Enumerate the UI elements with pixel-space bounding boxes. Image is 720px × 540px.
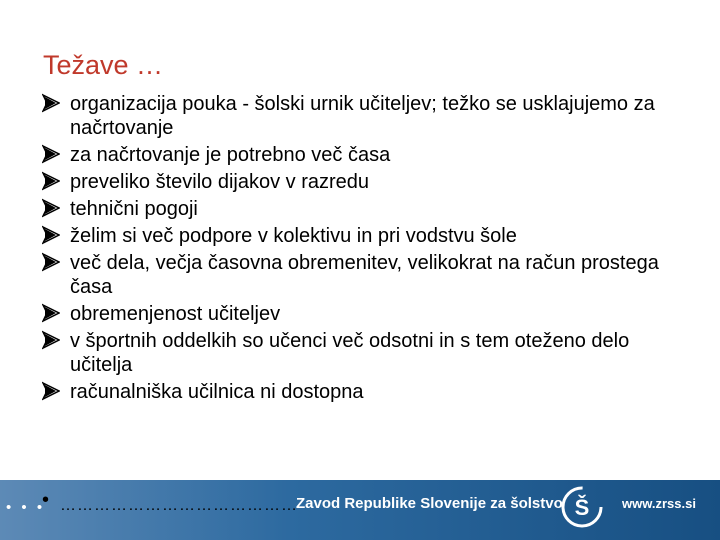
bullet-text: želim si več podpore v kolektivu in pri vodstvu šole <box>70 225 517 247</box>
logo-letter: Š <box>574 495 590 520</box>
arrow-bullet-icon <box>42 381 60 401</box>
bullet-text: organizacija pouka - šolski urnik učiteljev; težko se usklajujemo za načrtovanje <box>70 93 655 139</box>
footer-bar <box>0 480 720 540</box>
bullet-item <box>42 224 692 248</box>
bullet-item <box>42 329 692 377</box>
last-bullet-marker: • <box>42 489 50 511</box>
bullet-item <box>42 302 692 326</box>
bullet-text: v športnih oddelkih so učenci več odsotni in s tem oteženo delo učitelja <box>70 330 630 376</box>
bullet-text: več dela, večja časovna obremenitev, velikokrat na račun prostega časa <box>70 252 659 298</box>
arrow-bullet-icon <box>42 93 60 113</box>
bullet-list <box>42 92 692 407</box>
bullet-text: računalniška učilnica ni dostopna <box>70 381 364 403</box>
bullet-text: tehnični pogoji <box>70 198 198 220</box>
slide-title: Težave … <box>43 50 164 80</box>
website-url[interactable]: www.zrss.si <box>622 496 696 511</box>
bullet-item <box>42 197 692 221</box>
bullet-text: preveliko število dijakov v razredu <box>70 171 370 193</box>
zrss-logo-icon <box>560 485 604 529</box>
bullet-item <box>42 170 692 194</box>
arrow-bullet-icon <box>42 198 60 218</box>
footer-dots: • • • <box>6 499 46 516</box>
organization-name: Zavod Republike Slovenije za šolstvo <box>296 495 563 512</box>
arrow-bullet-icon <box>42 225 60 245</box>
bullet-text: obremenjenost učiteljev <box>70 303 281 325</box>
arrow-bullet-icon <box>42 171 60 191</box>
last-bullet-text: …………………………………… <box>60 497 298 514</box>
arrow-bullet-icon <box>42 330 60 350</box>
bullet-item <box>42 143 692 167</box>
bullet-text: za načrtovanje je potrebno več časa <box>70 144 391 166</box>
bullet-item <box>42 251 692 299</box>
bullet-item <box>42 92 692 140</box>
arrow-bullet-icon <box>42 144 60 164</box>
arrow-bullet-icon <box>42 252 60 272</box>
arrow-bullet-icon <box>42 303 60 323</box>
bullet-item <box>42 380 692 404</box>
